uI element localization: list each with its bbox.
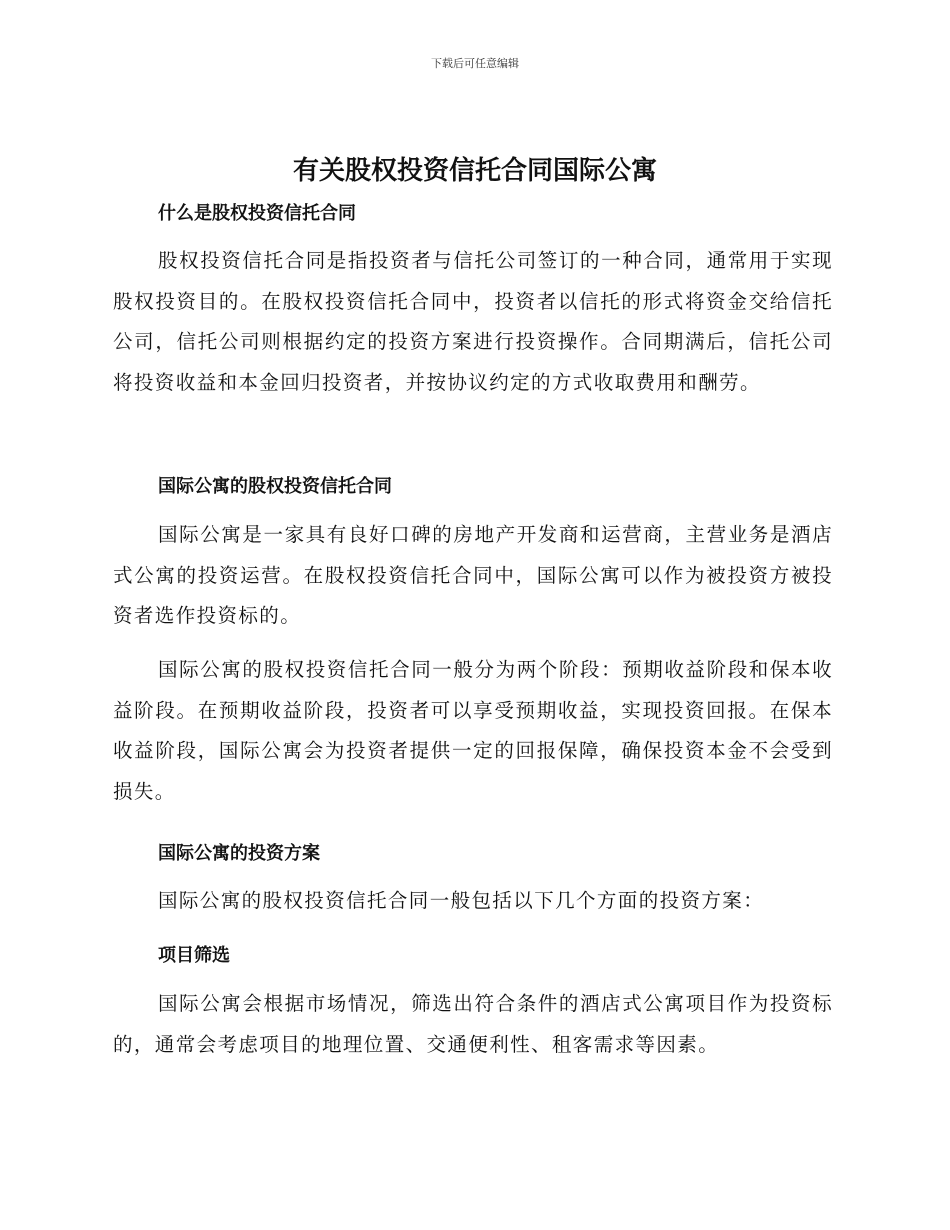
paragraph-project-screening: 国际公寓会根据市场情况，筛选出符合条件的酒店式公寓项目作为投资标的，通常会考虑项目的地理位置、交通便利性、租客需求等因素。 — [113, 992, 833, 1056]
section-heading-project-screening: 项目筛选 — [158, 945, 230, 966]
section-heading-what-is-contract: 什么是股权投资信托合同 — [158, 203, 356, 224]
document-title: 有关股权投资信托合同国际公寓 — [292, 156, 657, 186]
section-heading-apartment-contract: 国际公寓的股权投资信托合同 — [158, 476, 392, 497]
paragraph-contract-definition: 股权投资信托合同是指投资者与信托公司签订的一种合同，通常用于实现股权投资目的。在股权投资信托合同中，投资者以信托的形式将资金交给信托公司，信托公司则根据约定的投资方案进行投资操作。合同期满后，信托公司将投资收益和本金回归投资者，并按协议约定的方式收取费用和酬劳。 — [113, 249, 833, 394]
paragraph-apartment-intro: 国际公寓是一家具有良好口碑的房地产开发商和运营商，主营业务是酒店式公寓的投资运营。在股权投资信托合同中，国际公寓可以作为被投资方被投资者选作投资标的。 — [113, 523, 833, 627]
page-header-note: 下载后可任意编辑 — [431, 57, 519, 70]
paragraph-contract-stages: 国际公寓的股权投资信托合同一般分为两个阶段：预期收益阶段和保本收益阶段。在预期收益阶段，投资者可以享受预期收益，实现投资回报。在保本收益阶段，国际公寓会为投资者提供一定的回报保障，确保投资本金不会受到损失。 — [113, 658, 833, 803]
section-heading-investment-plan: 国际公寓的投资方案 — [158, 843, 320, 864]
paragraph-investment-plan-intro: 国际公寓的股权投资信托合同一般包括以下几个方面的投资方案： — [158, 889, 765, 912]
